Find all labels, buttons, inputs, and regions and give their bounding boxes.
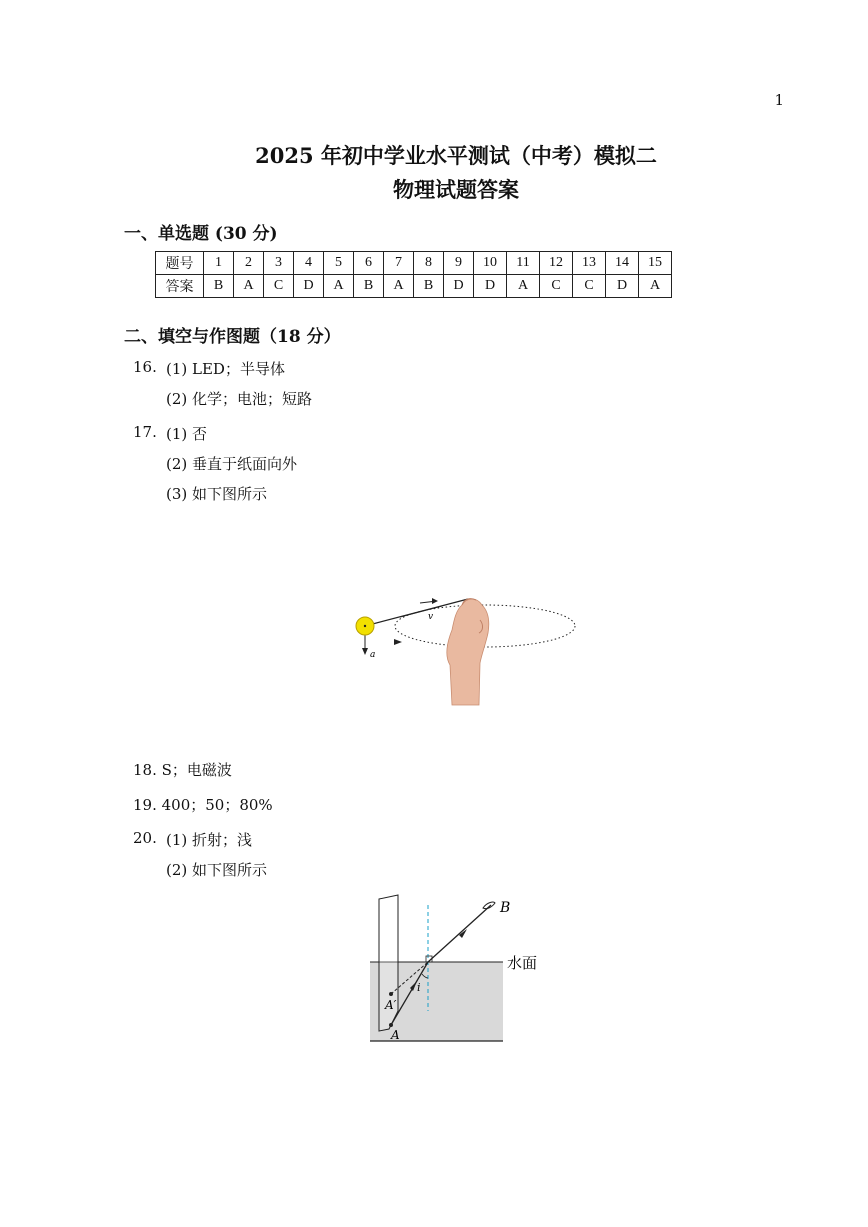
velocity-arrow (400, 606, 442, 617)
acceleration-label: a (370, 650, 376, 660)
answer-cell: D (294, 275, 324, 298)
question-number-cell: 6 (354, 252, 384, 275)
question-number-cell: 8 (414, 252, 444, 275)
section1-heading: 一、单选题 (30 分) (124, 224, 278, 244)
page-title: 2025 年初中学业水平测试（中考）模拟二 (255, 143, 657, 168)
q20-part2: (2) 如下图所示 (166, 861, 268, 879)
ray-in-air (428, 905, 491, 962)
question-number-cell: 13 (573, 252, 606, 275)
answer-cell: B (204, 275, 234, 298)
question-number-cell: 3 (264, 252, 294, 275)
question-number-cell: 9 (444, 252, 474, 275)
q17-part2: (2) 垂直于纸面向外 (166, 455, 298, 473)
point-a (389, 1023, 393, 1027)
answer-cell: C (264, 275, 294, 298)
label-a: A (391, 1028, 400, 1042)
answer-cell: C (573, 275, 606, 298)
table-row-numbers (156, 252, 672, 275)
table-row-answers (156, 275, 672, 298)
question-number-cell: 7 (384, 252, 414, 275)
question-number-cell: 11 (507, 252, 540, 275)
q20-part1: (1) 折射；浅 (166, 831, 253, 849)
section2-heading: 二、填空与作图题（18 分） (124, 327, 341, 347)
page-number: 1 (774, 91, 784, 109)
q17-part1: (1) 否 (166, 425, 208, 443)
answer-cell: D (444, 275, 474, 298)
point-a-prime (389, 992, 393, 996)
ball-center (364, 625, 366, 627)
answer-table (155, 251, 672, 298)
answer-cell: A (507, 275, 540, 298)
answer-cell: D (606, 275, 639, 298)
q16-part2: (2) 化学；电池；短路 (166, 390, 313, 408)
refraction-figure (365, 893, 550, 1045)
q16-part1: (1) LED；半导体 (166, 360, 285, 378)
question-number-cell: 2 (234, 252, 264, 275)
q17-part3: (3) 如下图所示 (166, 485, 268, 503)
hand-image (447, 599, 489, 705)
q16-number: 16. (133, 358, 157, 376)
question-number-cell: 1 (204, 252, 234, 275)
row-label-number: 题号 (156, 252, 204, 275)
question-number-cell: 4 (294, 252, 324, 275)
label-angle-i: i (417, 981, 421, 994)
answer-cell: A (234, 275, 264, 298)
label-b: B (500, 900, 511, 916)
question-number-cell: 15 (639, 252, 672, 275)
row-label-answer: 答案 (156, 275, 204, 298)
answer-cell: B (354, 275, 384, 298)
q18-answer: 18. S；电磁波 (133, 761, 232, 779)
eye-icon (483, 902, 495, 909)
question-number-cell: 12 (540, 252, 573, 275)
answer-cell: D (474, 275, 507, 298)
q20-number: 20. (133, 829, 157, 847)
label-a-prime: A′ (385, 998, 397, 1012)
label-water-surface: 水面 (507, 954, 538, 972)
question-number-cell: 5 (324, 252, 354, 275)
answer-cell: B (414, 275, 444, 298)
velocity-label: v (428, 612, 434, 622)
answer-cell: A (384, 275, 414, 298)
question-number-cell: 14 (606, 252, 639, 275)
orbit-arrowhead-bottom (394, 639, 402, 645)
answer-cell: A (324, 275, 354, 298)
answer-cell: A (639, 275, 672, 298)
answer-cell: C (540, 275, 573, 298)
page-subtitle: 物理试题答案 (393, 177, 519, 202)
circular-motion-figure (340, 585, 590, 710)
orbit-arrowhead-top (432, 598, 438, 604)
question-number-cell: 10 (474, 252, 507, 275)
q19-answer: 19. 400；50；80% (133, 796, 273, 814)
q17-number: 17. (133, 423, 157, 441)
acceleration-arrowhead (362, 648, 368, 655)
